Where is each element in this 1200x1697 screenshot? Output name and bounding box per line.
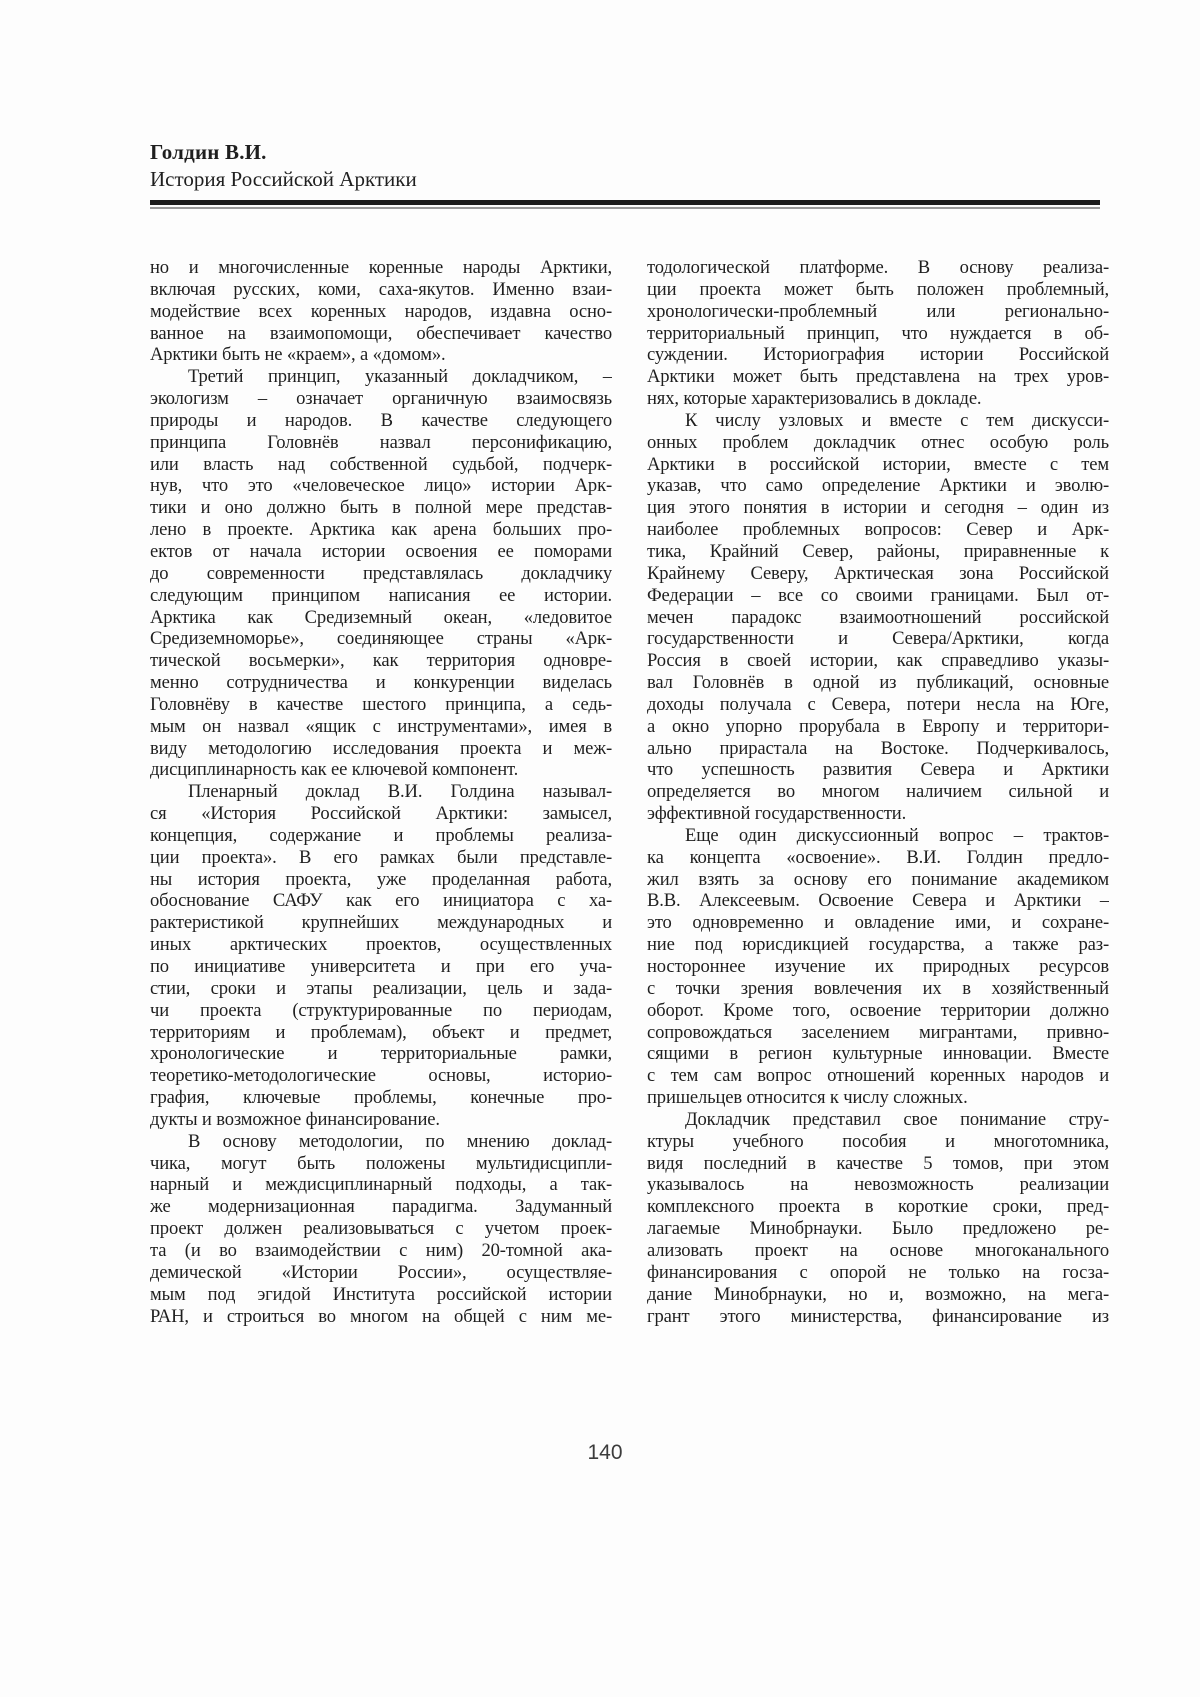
- text-line: что успешность развития Севера и Арктики: [647, 759, 1109, 781]
- text-line: чика, могут быть положены мультидисципли-: [150, 1152, 612, 1174]
- text-line: жил взять за основу его понимание академиком: [647, 868, 1109, 890]
- text-line: хронологически-проблемный или регионально-: [647, 300, 1109, 322]
- text-line: комплексного проекта в короткие сроки, пред-: [647, 1196, 1109, 1218]
- text-line: ностороннее изучение их природных ресурсов: [647, 956, 1109, 977]
- text-line: видя последний в качестве 5 томов, при этом: [647, 1152, 1109, 1174]
- text-line: онных проблем докладчик отнес особую роль: [647, 431, 1109, 453]
- text-line: нув, что это «человеческое лицо» истории Арк-: [150, 475, 612, 497]
- text-line: Третий принцип, указанный докладчиком, –: [188, 366, 612, 388]
- text-line: или власть над собственной судьбой, подчерк-: [150, 453, 612, 475]
- text-line: иных арктических проектов, осуществленных: [150, 934, 612, 956]
- text-line: эффективной государственности.: [647, 803, 907, 825]
- text-line: Арктика как Средиземный океан, «ледовитое: [150, 606, 612, 628]
- text-line: территориальный принцип, что нуждается в об-: [647, 322, 1109, 344]
- text-line: же модернизационная парадигма. Задуманный: [150, 1196, 612, 1218]
- text-line: дукты и возможное финансирование.: [150, 1108, 440, 1130]
- text-line: следующим принципом написания ее истории.: [150, 584, 612, 606]
- running-head-author: Голдин В.И.: [150, 140, 267, 164]
- text-line: ции проекта может быть положен проблемный,: [647, 278, 1109, 300]
- text-line: ально прирастала на Востоке. Подчеркивалось,: [647, 737, 1109, 759]
- text-line: концепция, содержание и проблемы реализа-: [150, 824, 612, 846]
- text-line: с точки зрения вовлечения их в хозяйственный: [647, 977, 1109, 999]
- text-line: указывалось на невозможность реализации: [647, 1174, 1109, 1196]
- text-line: хронологические и территориальные рамки,: [150, 1043, 612, 1065]
- header-rule-thick: [150, 200, 1100, 205]
- text-line: территориям и проблемам), объект и предмет,: [150, 1021, 612, 1043]
- text-line: Средиземноморье», соединяющее страны «Арк-: [150, 628, 612, 650]
- text-line: ны история проекта, уже проделанная работа,: [150, 868, 612, 890]
- text-line: ка концепта «освоение». В.И. Голдин предло-: [647, 846, 1109, 868]
- text-line: с тем сам вопрос отношений коренных народов и: [647, 1065, 1109, 1087]
- text-line: оборот. Кроме того, освоение территории должно: [647, 999, 1109, 1021]
- text-line: ектов от начала истории освоения ее поморами: [150, 540, 612, 562]
- text-line: экологизм – означает органичную взаимосвязь: [150, 388, 612, 410]
- text-line: мечен парадокс взаимоотношений российской: [647, 606, 1109, 628]
- text-line: ктуры учебного пособия и многотомника,: [647, 1130, 1109, 1152]
- text-line: Докладчик представил свое понимание стру-: [685, 1108, 1109, 1130]
- text-line: наиболее проблемных вопросов: Север и Арк-: [647, 519, 1109, 541]
- text-line: тика, Крайний Север, районы, приравненные к: [647, 540, 1109, 562]
- text-line: сопровождаться заселением мигрантами, привно-: [647, 1021, 1109, 1043]
- text-line: ция этого понятия в истории и сегодня – один из: [647, 497, 1109, 519]
- text-line: финансирования с опорой не только на госза-: [647, 1261, 1109, 1283]
- text-column-right: [647, 257, 1109, 1327]
- text-line: это одновременно и овладение ими, и сохране-: [647, 912, 1109, 934]
- text-line: нях, которые характеризовались в докладе.: [647, 388, 982, 410]
- text-line: та (и во взаимодействии с ним) 20-томной ака-: [150, 1239, 612, 1261]
- text-line: ся «История Российской Арктики: замысел,: [150, 803, 612, 825]
- text-line: сящими в регион культурные инновации. Вместе: [647, 1043, 1109, 1065]
- text-line: вал Головнёв в одной из публикаций, основные: [647, 672, 1109, 694]
- text-line: обоснование САФУ как его инициатора с ха-: [150, 890, 612, 912]
- text-line: лено в проекте. Арктика как арена больших про-: [150, 519, 612, 541]
- text-line: Россия в своей истории, как справедливо указы-: [647, 650, 1109, 672]
- text-line: виду методологию исследования проекта и меж-: [150, 737, 612, 759]
- text-line: тодологической платформе. В основу реализа-: [647, 257, 1109, 278]
- text-line: пришельцев относится к числу сложных.: [647, 1087, 968, 1109]
- text-line: государственности и Севера/Арктики, когда: [647, 628, 1109, 650]
- text-line: Федерации – все со своими границами. Был от-: [647, 584, 1109, 606]
- text-line: проект должен реализовываться с учетом проек-: [150, 1218, 612, 1240]
- text-line: РАН, и строиться во многом на общей с ним ме-: [150, 1305, 612, 1327]
- text-line: мым он назвал «ящик с инструментами», имея в: [150, 715, 612, 737]
- text-line: Арктики может быть представлена на трех уров-: [647, 366, 1109, 388]
- text-line: дание Минобрнауки, но и, возможно, на мега-: [647, 1283, 1109, 1305]
- page-number: 140: [587, 1441, 623, 1464]
- text-line: мым под эгидой Института российской истории: [150, 1283, 612, 1305]
- text-line: включая русских, коми, саха-якутов. Именно взаи-: [150, 278, 612, 300]
- text-line: ние под юрисдикцией государства, а также раз-: [647, 934, 1109, 956]
- text-line: модействие всех коренных народов, издавна осно-: [150, 300, 612, 322]
- text-line: дисциплинарность как ее ключевой компонент.: [150, 759, 519, 781]
- text-line: доходы получала с Севера, потери несла на Юге,: [647, 693, 1109, 715]
- text-line: ции проекта». В его рамках были представле-: [150, 846, 612, 868]
- text-line: лагаемые Минобрнауки. Было предложено ре-: [647, 1218, 1109, 1240]
- text-line: ализовать проект на основе многоканального: [647, 1239, 1109, 1261]
- text-line: а окно упорно прорубала в Европу и территори-: [647, 715, 1109, 737]
- text-line: по инициативе университета и при его уча-: [150, 956, 612, 977]
- text-line: суждении. Историография истории Российской: [647, 344, 1109, 366]
- text-line: ванное на взаимопомощи, обеспечивает качество: [150, 322, 612, 344]
- text-line: тики и оно должно быть в полной мере представ-: [150, 497, 612, 519]
- header-rule-thin: [150, 207, 1100, 209]
- text-line: но и многочисленные коренные народы Арктики,: [150, 257, 612, 278]
- text-line: определяется во многом наличием сильной и: [647, 781, 1109, 803]
- text-column-left: [150, 257, 612, 1327]
- text-line: стии, сроки и этапы реализации, цель и зада-: [150, 977, 612, 999]
- text-line: Головнёву в качестве шестого принципа, а седь-: [150, 693, 612, 715]
- text-line: Арктики быть не «краем», а «домом».: [150, 344, 446, 366]
- text-line: Крайнему Северу, Арктическая зона Российской: [647, 562, 1109, 584]
- text-line: Пленарный доклад В.И. Голдина называл-: [188, 781, 612, 803]
- text-line: В основу методологии, по мнению доклад-: [188, 1130, 612, 1152]
- text-line: Еще один дискуссионный вопрос – трактов-: [685, 824, 1109, 846]
- running-head: [150, 139, 1100, 209]
- text-line: указав, что само определение Арктики и эволю-: [647, 475, 1109, 497]
- text-line: грант этого министерства, финансирование из: [647, 1305, 1109, 1327]
- running-head-title: История Российской Арктики: [150, 167, 417, 191]
- text-line: В.В. Алексеевым. Освоение Севера и Арктики –: [647, 890, 1109, 912]
- text-line: принципа Головнёв назвал персонификацию,: [150, 431, 612, 453]
- text-line: демической «Истории России», осуществляе-: [150, 1261, 612, 1283]
- text-line: нарный и междисциплинарный подходы, а так-: [150, 1174, 612, 1196]
- text-line: графия, ключевые проблемы, конечные про-: [150, 1087, 612, 1109]
- text-line: теоретико-методологические основы, историо-: [150, 1065, 612, 1087]
- text-line: рактеристикой крупнейших международных и: [150, 912, 612, 934]
- text-line: К числу узловых и вместе с тем дискусси-: [685, 409, 1109, 431]
- text-line: чи проекта (структурированные по периодам,: [150, 999, 612, 1021]
- text-line: до современности представлялась докладчику: [150, 562, 612, 584]
- text-line: Арктики в российской истории, вместе с тем: [647, 453, 1109, 475]
- text-line: природы и народов. В качестве следующего: [150, 409, 612, 431]
- text-line: менно сотрудничества и конкуренции виделась: [150, 672, 612, 694]
- text-line: тической восьмерки», как территория одновре-: [150, 650, 612, 672]
